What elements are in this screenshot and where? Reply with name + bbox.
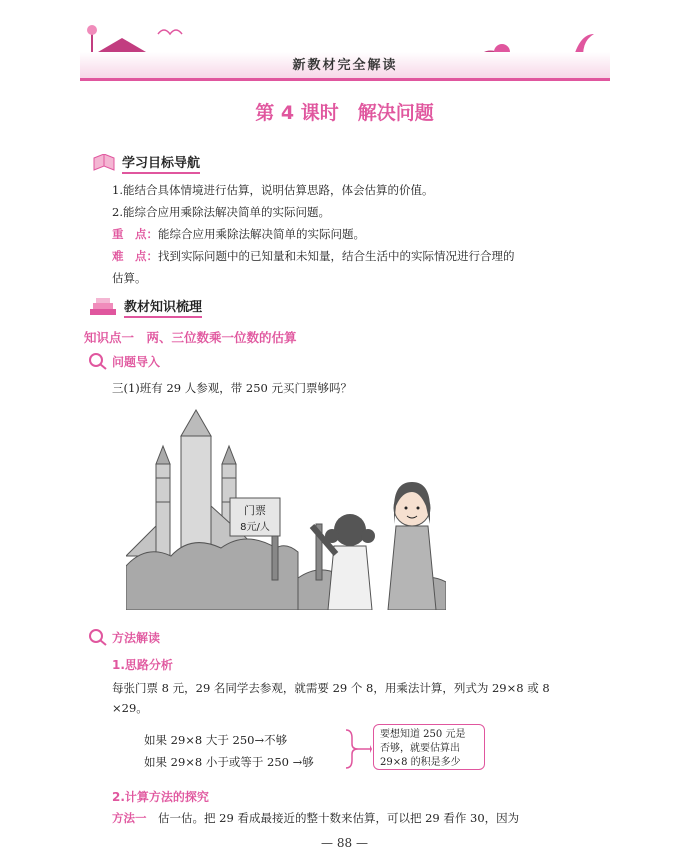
goals-heading (92, 152, 200, 174)
magnifier-icon (88, 352, 108, 370)
goals-heading-label: 学习目标导航 (122, 152, 200, 174)
rocket-visit-illustration (126, 406, 446, 610)
method-one-text: 估一估。把 29 看成最接近的整十数来估算，可以把 29 看作 30，因为 (158, 811, 520, 825)
key-point-text: 能综合应用乘除法解决简单的实际问题。 (158, 227, 365, 241)
note-line-2: 否够，就要估算出 (380, 743, 460, 754)
magnifier-icon (88, 628, 108, 646)
difficult-point (112, 248, 515, 264)
note-line-3: 29×8 的积是多少 (380, 757, 461, 768)
condition-not-enough: 如果 29×8 大于 250→不够 (144, 733, 288, 747)
goal-item-2: 2.能综合应用乘除法解决简单的实际问题。 (112, 205, 330, 219)
difficult-point-text: 找到实际问题中的已知量和未知量，结合生活中的实际情况进行合理的 (158, 249, 515, 263)
sign-line-1: 门票 (244, 504, 266, 517)
knowledge-heading-label: 教材知识梳理 (124, 296, 202, 318)
calc-method-heading: 2.计算方法的探究 (112, 790, 209, 804)
page-number: — 88 — (321, 836, 368, 850)
lesson-title: 第 4 课时 解决问题 (255, 102, 434, 124)
difficult-point-label: 难 点： (112, 249, 158, 263)
page-header (80, 12, 610, 78)
condition-enough: 如果 29×8 小于或等于 250 →够 (144, 755, 314, 769)
sign-line-2: 8元/人 (240, 522, 270, 533)
method-one-line (112, 810, 519, 826)
goal-item-1: 1.能结合具体情境进行估算，说明估算思路，体会估算的价值。 (112, 183, 434, 197)
analysis-line-1: 每张门票 8 元，29 名同学去参观，就需要 29 个 8，用乘法计算，列式为 29×8 或 8 (112, 681, 550, 695)
method-heading (88, 628, 160, 646)
method-one-label: 方法一 (112, 811, 147, 825)
books-icon (88, 297, 118, 317)
question-text: 三(1)班有 29 人参观，带 250 元买门票够吗？ (112, 381, 352, 395)
knowledge-point-title: 知识点一 两、三位数乘一位数的估算 (84, 330, 297, 345)
header-title: 新教材完全解读 (292, 58, 398, 73)
key-point-label: 重 点： (112, 227, 158, 241)
estimation-note-box (373, 724, 485, 770)
method-heading-label: 方法解读 (112, 630, 161, 645)
note-line-1: 要想知道 250 元是 (380, 729, 466, 740)
intro-heading-label: 问题导入 (112, 354, 161, 369)
knowledge-heading (88, 296, 202, 318)
key-point (112, 226, 365, 242)
intro-heading (88, 352, 160, 370)
book-flag-icon (92, 154, 116, 172)
analysis-line-2: ×29。 (112, 701, 148, 715)
thinking-analysis-heading: 1.思路分析 (112, 658, 173, 672)
difficult-point-continued: 估算。 (112, 271, 147, 285)
brace-arrow-icon (342, 726, 372, 772)
